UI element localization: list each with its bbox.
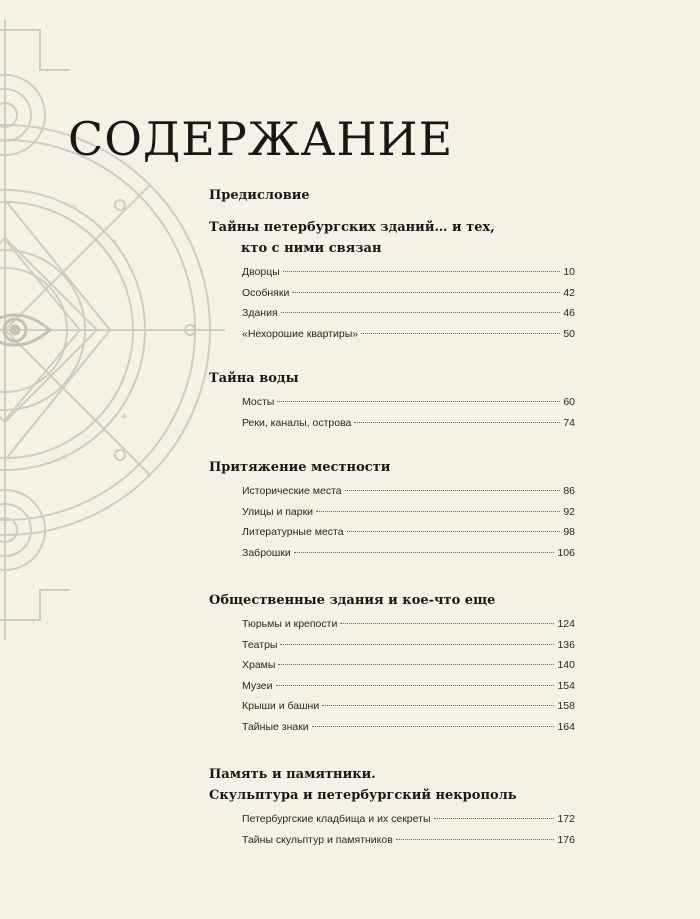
toc-entry-label: Тайны скульптур и памятников [242,833,393,846]
toc-entry-page: 46 [563,307,575,319]
compass-ornament-icon [0,0,230,700]
toc-entry[interactable] [242,481,575,502]
toc-entry[interactable] [242,543,575,564]
dot-leader [294,552,555,553]
toc-entry-label: Заброшки [242,546,291,559]
toc-entry-page: 74 [563,416,575,429]
section-heading[interactable]: Тайна воды [209,371,299,386]
dot-leader [292,292,560,293]
toc-entry-page: 154 [557,679,575,692]
toc-entry-label: Тайные знаки [242,720,309,733]
dot-leader [361,333,560,334]
dot-leader [280,644,554,645]
toc-entry-page: 60 [563,396,575,408]
toc-entry-label: Особняки [242,286,290,299]
page-title: СОДЕРЖАНИЕ [68,112,454,166]
toc-entry[interactable] [242,830,575,851]
toc-entry-page: 124 [557,618,575,630]
toc-entry-page: 98 [563,526,575,538]
svg-text:✧: ✧ [60,452,69,463]
dot-leader [278,664,554,665]
toc-entry-label: Тюрьмы и крепости [242,618,338,630]
toc-entry-page: 86 [563,485,575,497]
toc-entry-label: Здания [242,307,278,319]
toc-entry[interactable] [242,303,575,324]
dot-leader [434,818,555,819]
toc-entry-label: Литературные места [242,526,344,538]
toc-entry[interactable] [242,283,575,304]
toc-entry-page: 10 [563,266,575,278]
toc-entry-page: 136 [557,638,575,651]
section-heading[interactable]: Общественные здания и кое-что еще [209,593,496,608]
section-heading-line2[interactable]: кто с ними связан [241,241,382,256]
toc-entry-label: Исторические места [242,485,342,497]
section-heading[interactable]: Тайны петербургских зданий… и тех, [209,220,495,235]
dot-leader [312,726,555,727]
toc-entry[interactable] [242,614,575,635]
toc-entry-page: 140 [557,659,575,671]
toc-entry[interactable] [242,696,575,717]
section-heading[interactable]: Память и памятники. [209,767,376,782]
toc-entry[interactable] [242,717,575,738]
toc-entry-label: Петербургские кладбища и их секреты [242,813,431,825]
dot-leader [277,401,560,402]
toc-entry-page: 172 [557,813,575,825]
dot-leader [322,705,554,706]
toc-entry-label: Крыши и башни [242,700,320,712]
toc-entry-page: 164 [557,720,575,733]
section-heading-line2[interactable]: Скульптура и петербургский некрополь [209,788,517,803]
svg-text:✦: ✦ [120,412,129,423]
toc-entry-label: Храмы [242,659,276,671]
toc-entry-page: 106 [557,546,575,559]
dot-leader [347,531,561,532]
dot-leader [340,623,554,624]
toc-entry[interactable] [242,413,575,434]
toc-entry[interactable] [242,392,575,413]
toc-entry[interactable] [242,655,575,676]
toc-entry[interactable] [242,522,575,543]
dot-leader [345,490,561,491]
toc-entry[interactable] [242,324,575,345]
svg-text:✧: ✧ [70,202,79,213]
toc-entry-label: Улицы и парки [242,505,314,518]
dot-leader [276,685,555,686]
svg-text:✦: ✦ [110,237,119,248]
toc-preface[interactable]: Предисловие [209,188,310,203]
toc-entry-page: 42 [563,286,575,299]
toc-entry-label: Музеи [242,679,273,692]
toc-entry[interactable] [242,635,575,656]
toc-entry[interactable] [242,809,575,830]
toc-entry-page: 92 [563,505,575,518]
dot-leader [283,271,561,272]
toc-entry-label: Дворцы [242,266,280,278]
toc-entry-page: 176 [557,833,575,846]
dot-leader [396,839,555,840]
toc-entry[interactable] [242,262,575,283]
section-heading[interactable]: Притяжение местности [209,460,391,475]
toc-entry-label: «Нехорошие квартиры» [242,327,359,340]
toc-entry[interactable] [242,502,575,523]
toc-entry[interactable] [242,676,575,697]
dot-leader [354,422,560,423]
toc-entry-label: Реки, каналы, острова [242,416,352,429]
table-of-contents [209,185,575,850]
toc-entry-label: Театры [242,638,278,651]
toc-entry-page: 50 [563,327,575,340]
toc-entry-label: Мосты [242,396,275,408]
dot-leader [316,511,560,512]
toc-entry-page: 158 [557,700,575,712]
dot-leader [281,312,561,313]
